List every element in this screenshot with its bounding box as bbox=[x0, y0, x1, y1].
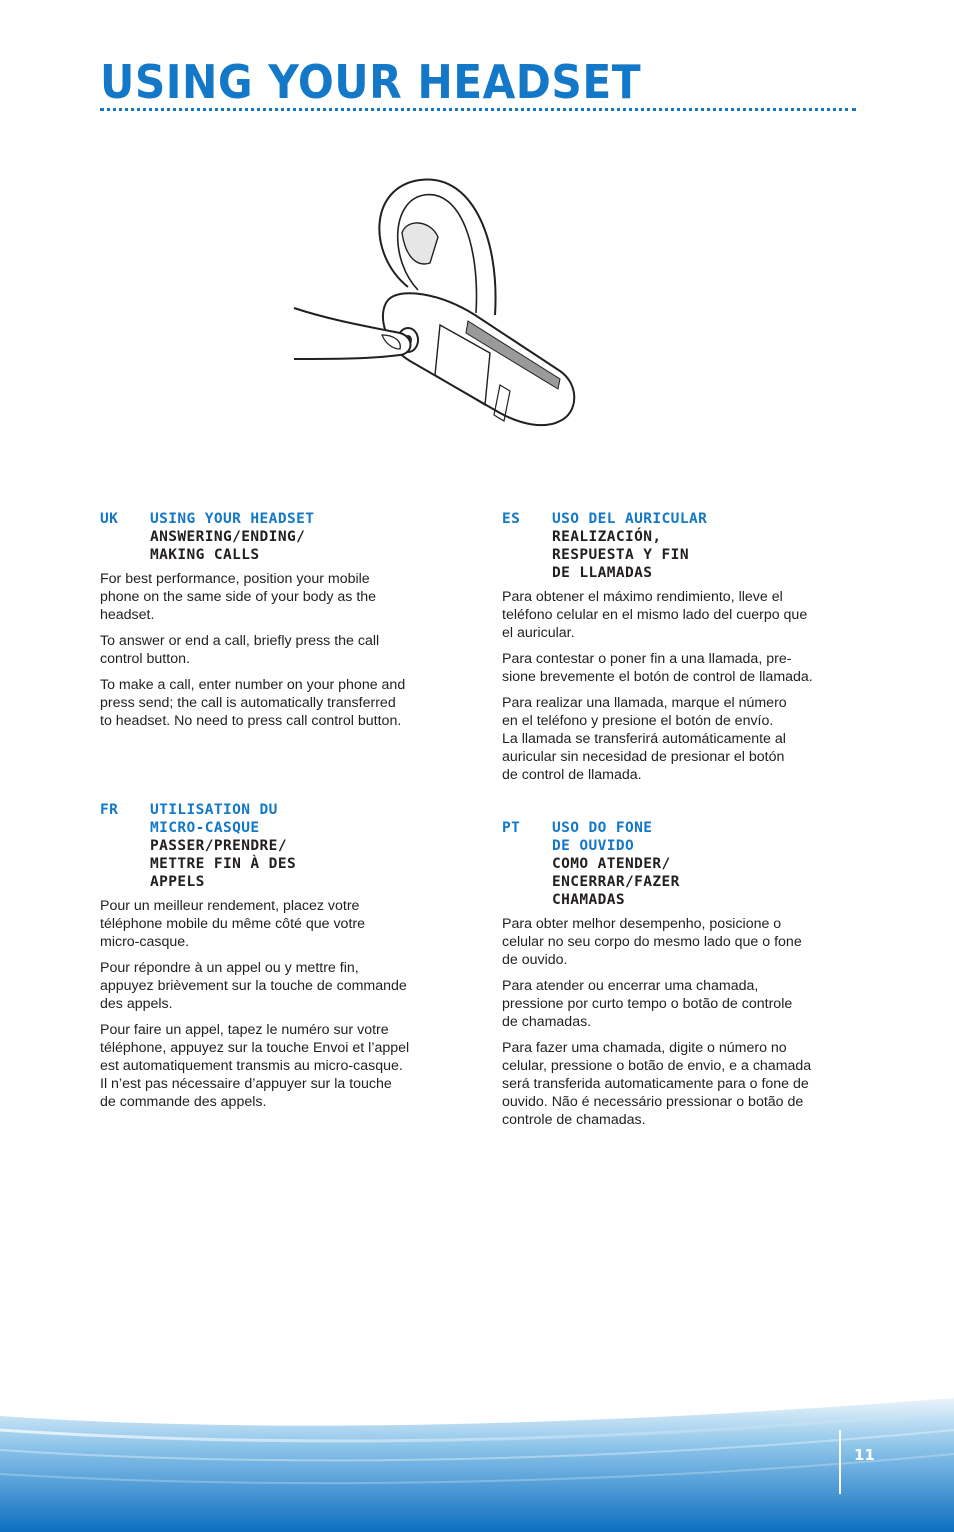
section-fr-title: UTILISATION DU MICRO-CASQUE bbox=[150, 802, 278, 836]
section-pt-para-3: Para fazer uma chamada, digite o número no celular, pressione o botão de envio, e a chamada será transferida automaticamente para o fone de ouvido. Não é necessário pressionar o botão de controle de chamadas. bbox=[502, 1040, 812, 1128]
section-fr-subtitle: PASSER/PRENDRE/ METTRE FIN À DES APPELS bbox=[150, 838, 297, 890]
section-fr bbox=[100, 801, 450, 1119]
section-pt-heading bbox=[502, 819, 852, 909]
headset-illustration bbox=[290, 175, 590, 445]
section-fr-para-1: Pour un meilleur rendement, placez votre téléphone mobile du même côté que votre micro-casque. bbox=[100, 898, 365, 950]
section-uk-title: USING YOUR HEADSET bbox=[150, 511, 315, 527]
section-fr-para-2: Pour répondre à un appel ou y mettre fin, appuyez brièvement sur la touche de commande des appels. bbox=[100, 960, 407, 1012]
ear-tip bbox=[402, 223, 438, 264]
headset-body bbox=[383, 293, 574, 425]
footer-wave bbox=[0, 1390, 954, 1532]
section-pt bbox=[502, 819, 852, 1137]
section-uk bbox=[100, 510, 450, 738]
section-es-para-2: Para contestar o poner fin a una llamada, pre- sione brevemente el botón de control de llamada. bbox=[502, 651, 813, 685]
page-title: USING YOUR HEADSET bbox=[100, 55, 642, 109]
title-dotted-rule bbox=[100, 108, 856, 111]
section-uk-para-2: To answer or end a call, briefly press the call control button. bbox=[100, 633, 380, 667]
section-es-para-1: Para obtener el máximo rendimiento, lleve el teléfono celular en el mismo lado del cuerpo que el auricular. bbox=[502, 589, 808, 641]
lang-code-uk: UK bbox=[100, 511, 119, 527]
lang-code-pt: PT bbox=[502, 820, 521, 836]
section-es-para-3: Para realizar una llamada, marque el número en el teléfono y presione el botón de envío. La llamada se transferirá automáticamente al auricular sin necesidad de presionar el botón de control de llamada. bbox=[502, 695, 787, 783]
section-uk-heading bbox=[100, 510, 450, 564]
section-pt-para-2: Para atender ou encerrar uma chamada, pressione por curto tempo o botão de controle de chamadas. bbox=[502, 978, 793, 1030]
section-pt-para-1: Para obter melhor desempenho, posicione o celular no seu corpo do mesmo lado que o fone de ouvido. bbox=[502, 916, 802, 968]
page-number: 11 bbox=[854, 1446, 875, 1464]
section-fr-heading bbox=[100, 801, 450, 891]
lang-code-es: ES bbox=[502, 511, 521, 527]
section-fr-para-3: Pour faire un appel, tapez le numéro sur votre téléphone, appuyez sur la touche Envoi et l’appel est automatiquement transmis au micro-casque. Il n’est pas nécessaire d’appuyer sur la touche de commande des appels. bbox=[100, 1022, 410, 1110]
section-es bbox=[502, 510, 852, 792]
section-uk-para-1: For best performance, position your mobile phone on the same side of your body as the headset. bbox=[100, 571, 377, 623]
section-es-subtitle: REALIZACIÓN, RESPUESTA Y FIN DE LLAMADAS bbox=[552, 529, 689, 581]
section-pt-subtitle: COMO ATENDER/ ENCERRAR/FAZER CHAMADAS bbox=[552, 856, 680, 908]
section-es-heading bbox=[502, 510, 852, 582]
section-uk-para-3: To make a call, enter number on your phone and press send; the call is automatically transferred to headset. No need to press call control button. bbox=[100, 677, 406, 729]
section-uk-subtitle: ANSWERING/ENDING/ MAKING CALLS bbox=[150, 529, 306, 563]
section-es-title: USO DEL AURICULAR bbox=[552, 511, 708, 527]
lang-code-fr: FR bbox=[100, 802, 119, 818]
section-pt-title: USO DO FONE DE OUVIDO bbox=[552, 820, 653, 854]
